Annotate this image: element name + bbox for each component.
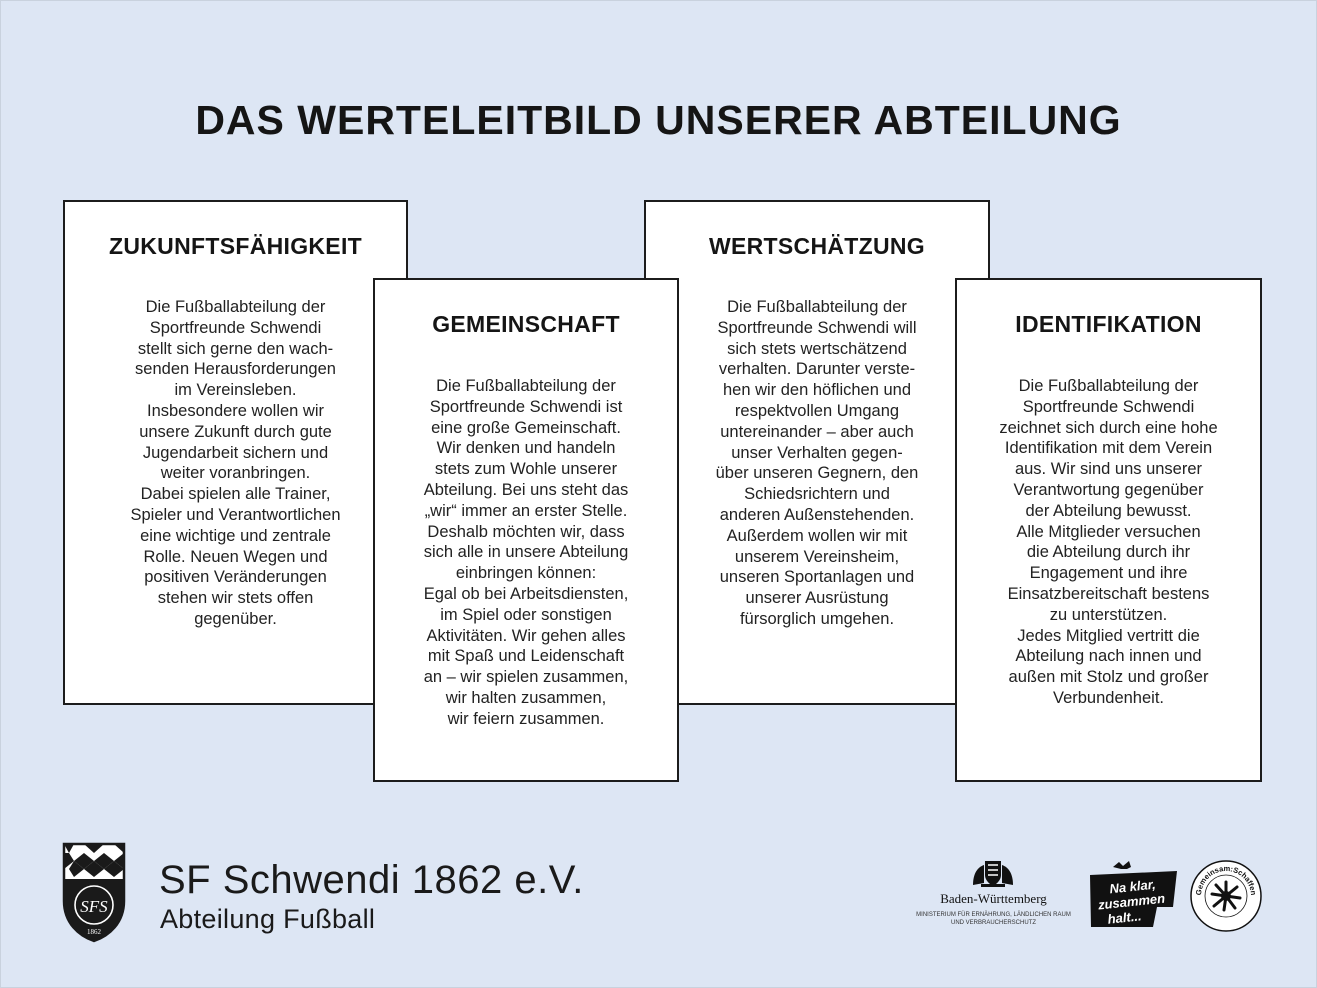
card-heading: ZUKUNFTSFÄHIGKEIT: [109, 233, 362, 259]
seal-gemeinsam-schaffen: [1189, 859, 1263, 933]
card-heading: GEMEINSCHAFT: [432, 311, 620, 337]
partner-ministry: MINISTERIUM FÜR ERNÄHRUNG, LÄNDLICHEN RAUM UND VERBRAUCHERSCHUTZ: [916, 912, 1071, 926]
seal-text: Gemeinsam:Schaffen: [1193, 863, 1259, 896]
card-text: Die Fußballabteilung der Sportfreunde Schwendi ist eine große Gemeinschaft. Wir denken und handeln stets zum Wohle unserer Abteilung. Bei uns steht das „wir“ immer an erster Stelle. Deshalb möchten wir, dass sich alle in unsere Abteilung einbringen können: Egal ob bei Arbeitsdiensten, im Spiel oder sonstigen Aktivitäten. Wir gehen alles mit Spaß und Leidenschaft an – wir spielen zusammen, wir halten zusammen, wir feiern zusammen.: [423, 377, 629, 728]
value-card-gemeinschaft: [373, 278, 679, 782]
campaign-line-2: zusammen: [1097, 890, 1166, 913]
partner-logo-baden-wuerttemberg: [906, 859, 1081, 931]
card-text: Die Fußballabteilung der Sportfreunde Schwendi will sich stets wertschätzend verhalten. Darunter verste- hen wir den höflichen und respektvollen Umgang untereinander – aber auch unser Verhalten gegen- über unseren Gegnern, den Schiedsrichtern und anderen Außenstehenden. Außerdem wollen wir mit unserem Vereinsheim, unseren Sportanlagen und unserer Ausrüstung fürsorglich umgehen.: [715, 298, 919, 628]
campaign-logo-na-klar: [1087, 859, 1179, 931]
campaign-line-3: halt...: [1106, 908, 1143, 927]
card-text: Die Fußballabteilung der Sportfreunde Schwendi zeichnet sich durch eine hohe Identifikation mit dem Verein aus. Wir sind uns unserer Verantwortung gegenüber der Abteilung bewusst. Alle Mitglieder versuchen die Abteilung durch ihr Engagement und ihre Einsatzbereitschaft bestens zu unterstützen. Jedes Mitglied vertritt die Abteilung nach innen und außen mit Stolz und großer Verbundenheit.: [999, 377, 1218, 707]
card-heading: IDENTIFIKATION: [1015, 311, 1202, 337]
value-card-identifikation: [955, 278, 1262, 782]
card-text: Die Fußballabteilung der Sportfreunde Schwendi stellt sich gerne den wach- senden Herausforderungen im Vereinsleben. Insbesondere wollen wir unsere Zukunft durch gute Jugendarbeit sichern und weiter voranbringen. Dabei spielen alle Trainer, Spieler und Verantwortlichen eine wichtige und zentrale Rolle. Neuen Wegen und positiven Veränderungen stehen wir stets offen gegenüber.: [130, 298, 341, 628]
club-crest-logo: [61, 841, 127, 943]
crest-year: 1862: [87, 928, 101, 936]
club-subtitle: Abteilung Fußball: [160, 904, 376, 934]
card-heading: WERTSCHÄTZUNG: [709, 233, 925, 259]
state-coat-of-arms-icon: [970, 859, 1016, 889]
crest-monogram: SFS: [80, 897, 108, 916]
club-name: SF Schwendi 1862 e.V.: [159, 858, 584, 902]
lion-icon: [1113, 861, 1131, 869]
page-title: DAS WERTELEITBILD UNSERER ABTEILUNG: [195, 97, 1122, 143]
value-card-zukunftsfaehigkeit: [63, 200, 408, 705]
campaign-line-1: Na klar,: [1108, 876, 1157, 897]
value-card-wertschaetzung: [644, 200, 990, 705]
partner-state-name: Baden-Württemberg: [940, 891, 1047, 906]
